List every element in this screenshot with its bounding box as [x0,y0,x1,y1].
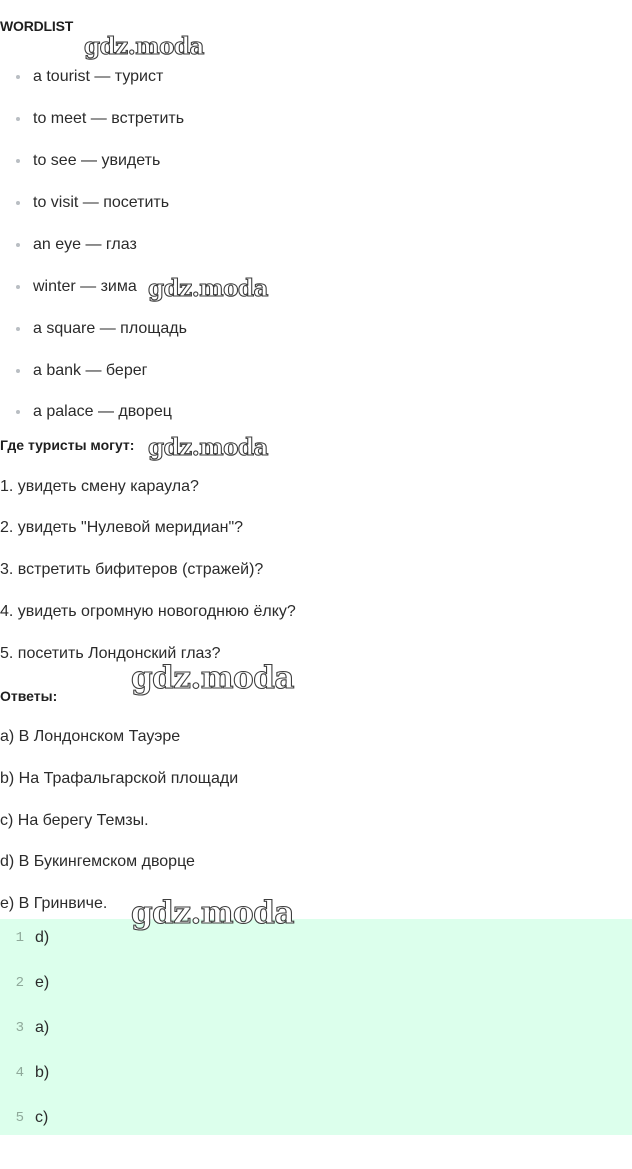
wordlist-item [33,319,187,339]
answer-option: e) В Гринвиче. [0,895,108,912]
bullet-icon [16,285,20,289]
wordlist-item-text: to visit — посетить [33,194,170,211]
wordlist-item-text: winter — зима [33,278,137,295]
bullet-icon [16,117,20,121]
solution-row-value: a) [35,1019,50,1036]
question-item: 2. увидеть "Нулевой меридиан"? [0,519,244,536]
question-item: 4. увидеть огромную новогоднюю ёлку? [0,603,296,620]
wordlist-item-text: a square — площадь [33,320,187,337]
wordlist-heading: WORDLIST [0,18,74,34]
question-item: 3. встретить бифитеров (стражей)? [0,561,264,578]
answer-option: d) В Букингемском дворце [0,853,195,870]
question-item: 5. посетить Лондонский глаз? [0,645,221,662]
wordlist-item [33,109,184,129]
bullet-icon [16,159,20,163]
solution-row-number: 1 [15,930,24,946]
answer-option: c) На берегу Темзы. [0,812,149,829]
solution-row-value: d) [35,929,50,946]
watermark: gdz.moda [148,275,268,302]
wordlist-item [33,67,163,87]
solution-row-value: c) [35,1109,49,1126]
solution-row-number: 2 [15,975,24,991]
wordlist-item [33,361,147,381]
wordlist-item-text: to meet — встретить [33,110,185,127]
wordlist-item-text: a tourist — турист [33,68,164,85]
wordlist-item [33,193,169,213]
question-item: 1. увидеть смену караула? [0,478,199,495]
wordlist-item-text: a palace — дворец [33,403,172,420]
solution-row-number: 3 [15,1020,24,1036]
questions-intro: Где туристы могут: [0,437,135,453]
answers-title: Ответы: [0,688,58,704]
solution-row-number: 4 [15,1065,24,1081]
bullet-icon [16,201,20,205]
bullet-icon [16,410,20,414]
solution-box [0,919,632,1135]
wordlist-item [33,151,160,171]
wordlist-item [33,235,137,255]
bullet-icon [16,75,20,79]
watermark: gdz.moda [131,660,294,696]
wordlist-item [33,277,137,297]
watermark: gdz.moda [148,434,268,461]
answer-option: a) В Лондонском Тауэре [0,728,181,745]
bullet-icon [16,243,20,247]
solution-row-value: e) [35,974,50,991]
solution-row-value: b) [35,1064,50,1081]
wordlist-item [33,402,172,422]
watermark: gdz.moda [131,895,294,931]
wordlist-item-text: an eye — глаз [33,236,137,253]
wordlist-item-text: a bank — берег [33,362,148,379]
bullet-icon [16,327,20,331]
answer-option: b) На Трафальгарской площади [0,770,239,787]
bullet-icon [16,369,20,373]
solution-row-number: 5 [15,1110,24,1126]
wordlist-item-text: to see — увидеть [33,152,161,169]
watermark: gdz.moda [84,33,204,60]
